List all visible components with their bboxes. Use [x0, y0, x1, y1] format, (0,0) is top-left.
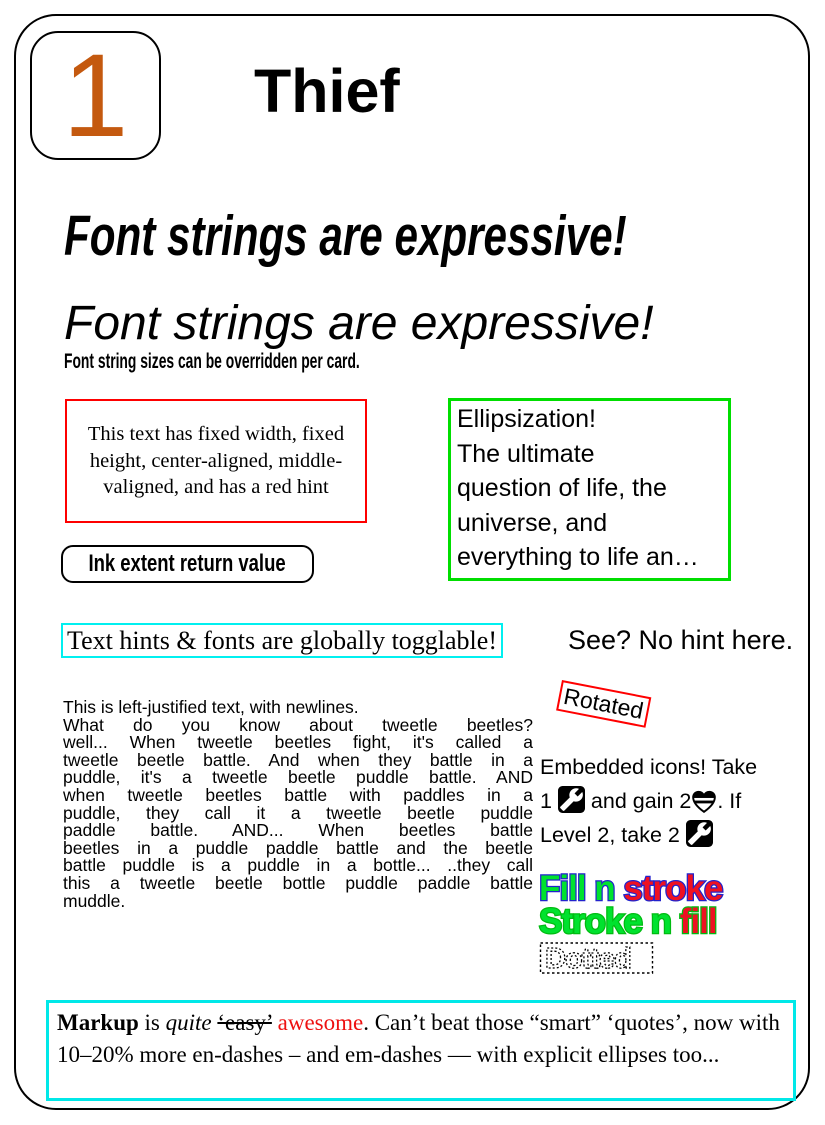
paragraph-line: puddle, they call it a tweetle beetle puddle — [63, 802, 533, 823]
ellipsize-box — [448, 398, 731, 581]
fill-n-stroke-part2: stroke — [623, 869, 723, 908]
embedded-icons-text — [540, 750, 800, 852]
ellipsize-line: everything to life an… — [457, 543, 699, 571]
wrench-icon — [558, 786, 585, 813]
no-hint-text: See? No hint here. — [568, 625, 794, 655]
fill-stroke-demo — [539, 869, 723, 976]
hinted-text: Text hints & fonts are globally togglable! — [67, 626, 497, 655]
embedded-icons-line2b: and gain 2 — [584, 789, 692, 813]
fill-n-stroke-line — [539, 869, 723, 908]
wrench-icon — [686, 820, 713, 847]
paragraph-line: battle puddle is a puddle in a bottle... ..they call — [63, 855, 533, 876]
stroke-n-fill-part2: fill — [679, 902, 717, 941]
rotated-label: Rotated — [556, 680, 651, 728]
embedded-icons-line3: Level 2, take 2 — [540, 823, 686, 847]
hinted-text-box — [61, 623, 503, 658]
ellipsize-line: Ellipsization! — [457, 405, 596, 433]
card-number-box — [30, 31, 161, 160]
font-demo-line2: Font strings are expressive! — [64, 297, 654, 350]
paragraph-line: this a tweetle beetle bottle puddle paddle battle — [63, 872, 533, 893]
stroke-n-fill-line — [539, 902, 722, 941]
markup-t1: is — [138, 1010, 166, 1035]
markup-box — [46, 1000, 796, 1101]
ellipsize-line: The ultimate — [457, 439, 595, 468]
ink-extent-label: Ink extent return value — [88, 550, 287, 577]
embedded-icons-line2a: 1 — [540, 789, 558, 813]
markup-strikethrough: ‘easy’ — [217, 1010, 272, 1035]
paragraph-line: when tweetle beetles battle with paddles in a — [63, 784, 533, 805]
markup-rest: . Can’t beat those “smart” ‘quotes’, now with 10–20% more en-dashes – and em-dashes — with explicit ellipses too... — [57, 1010, 780, 1067]
paragraph-line: muddle. — [63, 890, 126, 911]
paragraph-line: paddle battle. AND... When beetles battle — [63, 820, 533, 841]
fixed-size-hint-box — [65, 399, 367, 523]
ellipsize-line: question of life, the — [457, 474, 667, 502]
paragraph-line: puddle, it's a tweetle beetle puddle battle. AND — [63, 767, 533, 788]
dotted-text — [539, 940, 669, 976]
embedded-icons-line1: Embedded icons! Take — [540, 755, 758, 779]
stroke-n-fill-part1: Stroke n — [539, 902, 680, 941]
card-number: 1 — [62, 29, 129, 162]
paragraph-line: tweetle beetle battle. And when they battle in a — [63, 749, 533, 770]
ink-extent-pill — [61, 545, 314, 583]
dotted-text-label: Dotted — [545, 943, 631, 975]
markup-italic: quite — [165, 1010, 212, 1035]
markup-red: awesome — [277, 1010, 364, 1035]
paragraph-line: This is left-justified text, with newlines. — [63, 697, 359, 717]
paragraph-line: well... When tweetle beetles fight, it's called a — [63, 732, 533, 753]
justified-paragraph — [63, 699, 533, 910]
paragraph-line: What do you know about tweetle beetles? — [63, 714, 533, 735]
font-demo-line3: Font string sizes can be overridden per card. — [64, 350, 360, 373]
fixed-size-hint-text: This text has fixed width, fixed height, center-aligned, middle-valigned, and has a red hint — [87, 423, 345, 499]
heart-icon — [691, 789, 717, 813]
fill-n-stroke-part1: Fill n — [539, 869, 624, 908]
markup-bold: Markup — [57, 1010, 139, 1035]
ellipsize-line: universe, and — [457, 508, 608, 537]
card-title: Thief — [254, 57, 400, 125]
font-demo-line1: Font strings are expressive! — [64, 204, 627, 268]
paragraph-line: beetles in a puddle paddle battle and the beetle — [63, 837, 533, 858]
embedded-icons-line2c: . If — [717, 789, 742, 813]
